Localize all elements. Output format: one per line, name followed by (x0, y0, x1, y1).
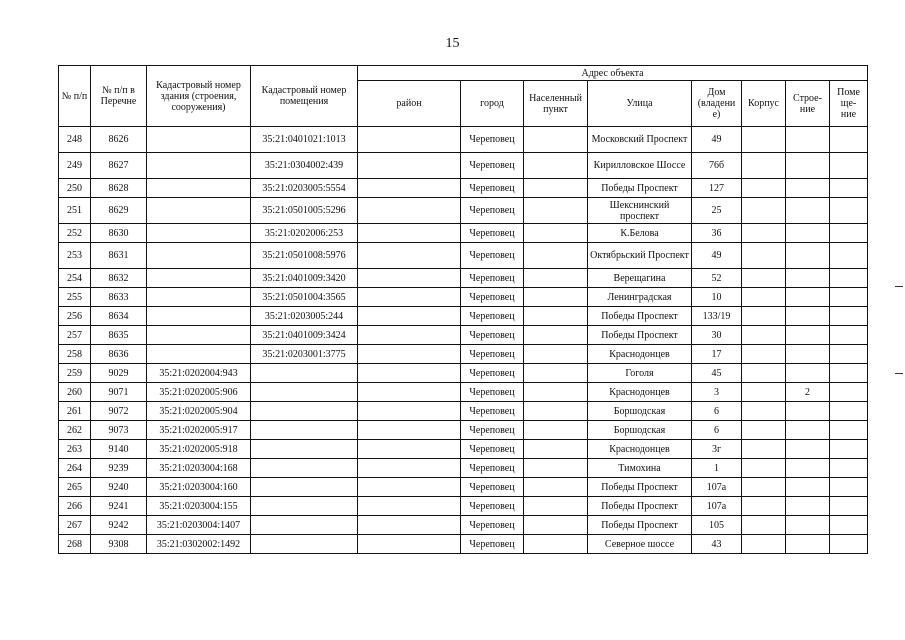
cell-room-cadastral: 35:21:0501004:3565 (251, 288, 358, 307)
cell-korpus (742, 383, 786, 402)
cell-list-num: 9072 (91, 402, 147, 421)
cell-building-cadastral (147, 179, 251, 198)
cell-district (358, 127, 461, 153)
cell-district (358, 345, 461, 364)
cell-city: Череповец (461, 421, 524, 440)
cell-building-cadastral (147, 307, 251, 326)
cell-pomeshchenie (830, 243, 868, 269)
cell-list-num: 9029 (91, 364, 147, 383)
header-pomeshchenie: Поме ще- ние (830, 81, 868, 127)
cell-settlement (524, 478, 588, 497)
cell-house: 49 (692, 127, 742, 153)
cell-stroenie (786, 535, 830, 554)
cell-house: 107а (692, 497, 742, 516)
cell-list-num: 8632 (91, 269, 147, 288)
cell-list-num: 8627 (91, 153, 147, 179)
cell-building-cadastral: 35:21:0203004:168 (147, 459, 251, 478)
cell-house: 133/19 (692, 307, 742, 326)
cell-stroenie (786, 224, 830, 243)
cell-num: 265 (59, 478, 91, 497)
cell-building-cadastral (147, 153, 251, 179)
table-row (59, 345, 868, 364)
cell-list-num: 9239 (91, 459, 147, 478)
cell-stroenie (786, 179, 830, 198)
cell-city: Череповец (461, 288, 524, 307)
cell-house: 49 (692, 243, 742, 269)
cell-settlement (524, 497, 588, 516)
header-stroenie: Строе- ние (786, 81, 830, 127)
cell-street: Победы Проспект (588, 516, 692, 535)
cell-korpus (742, 243, 786, 269)
cell-list-num: 9241 (91, 497, 147, 516)
cell-settlement (524, 179, 588, 198)
table-row (59, 421, 868, 440)
cell-room-cadastral: 35:21:0203001:3775 (251, 345, 358, 364)
cell-num: 254 (59, 269, 91, 288)
cell-korpus (742, 440, 786, 459)
cell-list-num: 9242 (91, 516, 147, 535)
cell-korpus (742, 364, 786, 383)
cell-stroenie (786, 516, 830, 535)
cell-korpus (742, 478, 786, 497)
cell-district (358, 421, 461, 440)
cell-settlement (524, 535, 588, 554)
header-list-num: № п/п в Перечне (91, 66, 147, 127)
cell-building-cadastral (147, 326, 251, 345)
cell-korpus (742, 307, 786, 326)
cell-korpus (742, 288, 786, 307)
cell-house: 6 (692, 402, 742, 421)
cell-stroenie (786, 153, 830, 179)
cell-street: Верещагина (588, 269, 692, 288)
table-row (59, 402, 868, 421)
header-address: Адрес объекта (358, 66, 868, 81)
cell-settlement (524, 383, 588, 402)
cell-street: Шекснинский проспект (588, 198, 692, 224)
header-korpus: Корпус (742, 81, 786, 127)
cell-stroenie (786, 345, 830, 364)
cell-settlement (524, 364, 588, 383)
cell-house: 36 (692, 224, 742, 243)
cell-num: 256 (59, 307, 91, 326)
header-settlement: Населенный пункт (524, 81, 588, 127)
header-street: Улица (588, 81, 692, 127)
cell-stroenie (786, 269, 830, 288)
cell-street: Боршодская (588, 421, 692, 440)
header-city: город (461, 81, 524, 127)
cell-korpus (742, 402, 786, 421)
cell-street: Победы Проспект (588, 326, 692, 345)
table-row (59, 516, 868, 535)
cell-house: 3г (692, 440, 742, 459)
cell-stroenie (786, 402, 830, 421)
cell-room-cadastral (251, 516, 358, 535)
cell-list-num: 9071 (91, 383, 147, 402)
cell-korpus (742, 127, 786, 153)
table-row (59, 243, 868, 269)
cell-list-num: 8635 (91, 326, 147, 345)
cell-building-cadastral: 35:21:0202005:918 (147, 440, 251, 459)
cell-district (358, 402, 461, 421)
cell-city: Череповец (461, 179, 524, 198)
cell-num: 255 (59, 288, 91, 307)
cell-room-cadastral: 35:21:0401009:3420 (251, 269, 358, 288)
cell-num: 249 (59, 153, 91, 179)
cell-building-cadastral: 35:21:0202004:943 (147, 364, 251, 383)
cell-city: Череповец (461, 345, 524, 364)
cell-room-cadastral: 35:21:0401009:3424 (251, 326, 358, 345)
cell-city: Череповец (461, 198, 524, 224)
cell-district (358, 383, 461, 402)
cell-pomeshchenie (830, 535, 868, 554)
cell-building-cadastral (147, 127, 251, 153)
cell-korpus (742, 269, 786, 288)
cell-room-cadastral (251, 402, 358, 421)
cell-stroenie (786, 440, 830, 459)
cell-building-cadastral: 35:21:0202005:906 (147, 383, 251, 402)
cell-settlement (524, 224, 588, 243)
header-num: № п/п (59, 66, 91, 127)
cell-district (358, 288, 461, 307)
cell-korpus (742, 198, 786, 224)
cell-house: 45 (692, 364, 742, 383)
cell-house: 43 (692, 535, 742, 554)
cell-house: 30 (692, 326, 742, 345)
cell-stroenie (786, 326, 830, 345)
cell-city: Череповец (461, 497, 524, 516)
cell-pomeshchenie (830, 440, 868, 459)
cell-building-cadastral (147, 243, 251, 269)
table-row (59, 153, 868, 179)
cell-street: Ленинградская (588, 288, 692, 307)
cell-pomeshchenie (830, 516, 868, 535)
cell-city: Череповец (461, 459, 524, 478)
cell-room-cadastral (251, 459, 358, 478)
table-body (59, 127, 868, 554)
cell-num: 253 (59, 243, 91, 269)
cell-num: 262 (59, 421, 91, 440)
cell-house: 127 (692, 179, 742, 198)
cell-room-cadastral (251, 535, 358, 554)
cell-building-cadastral: 35:21:0202005:904 (147, 402, 251, 421)
cell-street: Московский Проспект (588, 127, 692, 153)
header-district: район (358, 81, 461, 127)
cell-district (358, 269, 461, 288)
cell-room-cadastral: 35:21:0304002:439 (251, 153, 358, 179)
cell-list-num: 9140 (91, 440, 147, 459)
cell-pomeshchenie (830, 345, 868, 364)
cell-street: Победы Проспект (588, 179, 692, 198)
cell-street: Боршодская (588, 402, 692, 421)
cell-list-num: 9308 (91, 535, 147, 554)
cell-settlement (524, 153, 588, 179)
cell-building-cadastral: 35:21:0302002:1492 (147, 535, 251, 554)
cell-room-cadastral (251, 383, 358, 402)
cell-city: Череповец (461, 224, 524, 243)
cell-num: 251 (59, 198, 91, 224)
cell-num: 263 (59, 440, 91, 459)
cell-pomeshchenie (830, 269, 868, 288)
cell-stroenie: 2 (786, 383, 830, 402)
cell-street: Победы Проспект (588, 478, 692, 497)
cell-street: Гоголя (588, 364, 692, 383)
cell-building-cadastral: 35:21:0203004:1407 (147, 516, 251, 535)
cell-district (358, 364, 461, 383)
property-table (58, 65, 868, 554)
cell-list-num: 8631 (91, 243, 147, 269)
cell-stroenie (786, 364, 830, 383)
cell-house: 105 (692, 516, 742, 535)
cell-street: Краснодонцев (588, 440, 692, 459)
cell-city: Череповец (461, 269, 524, 288)
cell-num: 259 (59, 364, 91, 383)
cell-city: Череповец (461, 535, 524, 554)
cell-room-cadastral: 35:21:0203005:244 (251, 307, 358, 326)
cell-pomeshchenie (830, 402, 868, 421)
header-house: Дом (владени е) (692, 81, 742, 127)
cell-building-cadastral (147, 269, 251, 288)
cell-stroenie (786, 478, 830, 497)
cell-house: 10 (692, 288, 742, 307)
cell-city: Череповец (461, 440, 524, 459)
cell-pomeshchenie (830, 127, 868, 153)
cell-building-cadastral: 35:21:0203004:155 (147, 497, 251, 516)
cell-room-cadastral (251, 497, 358, 516)
cell-room-cadastral: 35:21:0203005:5554 (251, 179, 358, 198)
cell-korpus (742, 459, 786, 478)
cell-pomeshchenie (830, 288, 868, 307)
cell-street: Северное шоссе (588, 535, 692, 554)
cell-num: 248 (59, 127, 91, 153)
cell-district (358, 326, 461, 345)
cell-stroenie (786, 459, 830, 478)
cell-stroenie (786, 243, 830, 269)
cell-stroenie (786, 497, 830, 516)
table-row (59, 364, 868, 383)
table-row (59, 198, 868, 224)
cell-korpus (742, 153, 786, 179)
cell-korpus (742, 179, 786, 198)
cell-street: Октябрьский Проспект (588, 243, 692, 269)
cell-pomeshchenie (830, 364, 868, 383)
table-row (59, 127, 868, 153)
cell-korpus (742, 535, 786, 554)
cell-room-cadastral (251, 478, 358, 497)
cell-district (358, 535, 461, 554)
cell-district (358, 459, 461, 478)
cell-pomeshchenie (830, 459, 868, 478)
cell-stroenie (786, 421, 830, 440)
table-row (59, 224, 868, 243)
cell-district (358, 497, 461, 516)
table-row (59, 307, 868, 326)
cell-list-num: 9073 (91, 421, 147, 440)
cell-num: 250 (59, 179, 91, 198)
cell-settlement (524, 516, 588, 535)
cell-korpus (742, 516, 786, 535)
cell-pomeshchenie (830, 383, 868, 402)
margin-mark (895, 373, 903, 374)
table-row (59, 440, 868, 459)
cell-district (358, 440, 461, 459)
cell-settlement (524, 326, 588, 345)
cell-city: Череповец (461, 516, 524, 535)
cell-building-cadastral: 35:21:0203004:160 (147, 478, 251, 497)
cell-room-cadastral: 35:21:0501005:5296 (251, 198, 358, 224)
cell-pomeshchenie (830, 153, 868, 179)
cell-street: Краснодонцев (588, 345, 692, 364)
cell-city: Череповец (461, 402, 524, 421)
cell-num: 257 (59, 326, 91, 345)
cell-list-num: 8628 (91, 179, 147, 198)
cell-city: Череповец (461, 243, 524, 269)
cell-street: Тимохина (588, 459, 692, 478)
cell-building-cadastral (147, 345, 251, 364)
cell-num: 261 (59, 402, 91, 421)
cell-room-cadastral (251, 421, 358, 440)
header-room-cadastral: Кадастровый номер помещения (251, 66, 358, 127)
cell-list-num: 8630 (91, 224, 147, 243)
cell-list-num: 8626 (91, 127, 147, 153)
cell-pomeshchenie (830, 326, 868, 345)
cell-list-num: 9240 (91, 478, 147, 497)
cell-district (358, 224, 461, 243)
cell-num: 267 (59, 516, 91, 535)
cell-house: 52 (692, 269, 742, 288)
cell-building-cadastral (147, 198, 251, 224)
page-number: 15 (445, 36, 460, 51)
cell-pomeshchenie (830, 307, 868, 326)
cell-street: Победы Проспект (588, 497, 692, 516)
cell-district (358, 307, 461, 326)
table-row (59, 497, 868, 516)
cell-korpus (742, 345, 786, 364)
cell-num: 266 (59, 497, 91, 516)
cell-room-cadastral: 35:21:0501008:5976 (251, 243, 358, 269)
cell-settlement (524, 269, 588, 288)
cell-district (358, 153, 461, 179)
cell-city: Череповец (461, 478, 524, 497)
cell-street: Краснодонцев (588, 383, 692, 402)
cell-settlement (524, 198, 588, 224)
cell-district (358, 179, 461, 198)
cell-building-cadastral: 35:21:0202005:917 (147, 421, 251, 440)
cell-room-cadastral: 35:21:0401021:1013 (251, 127, 358, 153)
cell-settlement (524, 459, 588, 478)
cell-num: 252 (59, 224, 91, 243)
cell-stroenie (786, 307, 830, 326)
cell-room-cadastral (251, 440, 358, 459)
cell-city: Череповец (461, 364, 524, 383)
cell-house: 25 (692, 198, 742, 224)
cell-pomeshchenie (830, 224, 868, 243)
cell-house: 107а (692, 478, 742, 497)
cell-num: 264 (59, 459, 91, 478)
cell-room-cadastral: 35:21:0202006:253 (251, 224, 358, 243)
cell-settlement (524, 243, 588, 269)
cell-settlement (524, 345, 588, 364)
header-building-cadastral: Кадастровый номер здания (строения, сооружения) (147, 66, 251, 127)
cell-korpus (742, 421, 786, 440)
cell-house: 3 (692, 383, 742, 402)
cell-list-num: 8633 (91, 288, 147, 307)
cell-korpus (742, 224, 786, 243)
table-row (59, 326, 868, 345)
table-row (59, 269, 868, 288)
cell-street: К.Белова (588, 224, 692, 243)
cell-street: Победы Проспект (588, 307, 692, 326)
cell-house: 17 (692, 345, 742, 364)
cell-stroenie (786, 198, 830, 224)
cell-num: 258 (59, 345, 91, 364)
cell-settlement (524, 288, 588, 307)
cell-house: 6 (692, 421, 742, 440)
cell-building-cadastral (147, 288, 251, 307)
cell-city: Череповец (461, 127, 524, 153)
cell-pomeshchenie (830, 497, 868, 516)
table-row (59, 383, 868, 402)
cell-list-num: 8629 (91, 198, 147, 224)
table-header (59, 66, 868, 127)
cell-city: Череповец (461, 153, 524, 179)
cell-settlement (524, 440, 588, 459)
cell-pomeshchenie (830, 478, 868, 497)
cell-city: Череповец (461, 383, 524, 402)
table-row (59, 535, 868, 554)
table-row (59, 478, 868, 497)
cell-stroenie (786, 288, 830, 307)
cell-street: Кирилловское Шоссе (588, 153, 692, 179)
cell-settlement (524, 421, 588, 440)
table-row (59, 179, 868, 198)
cell-district (358, 243, 461, 269)
cell-korpus (742, 326, 786, 345)
cell-list-num: 8634 (91, 307, 147, 326)
cell-district (358, 516, 461, 535)
cell-building-cadastral (147, 224, 251, 243)
cell-settlement (524, 127, 588, 153)
cell-settlement (524, 402, 588, 421)
cell-city: Череповец (461, 326, 524, 345)
cell-korpus (742, 497, 786, 516)
cell-list-num: 8636 (91, 345, 147, 364)
cell-pomeshchenie (830, 179, 868, 198)
table-row (59, 288, 868, 307)
cell-room-cadastral (251, 364, 358, 383)
cell-stroenie (786, 127, 830, 153)
cell-settlement (524, 307, 588, 326)
cell-house: 76б (692, 153, 742, 179)
cell-pomeshchenie (830, 198, 868, 224)
cell-city: Череповец (461, 307, 524, 326)
table-row (59, 459, 868, 478)
cell-num: 268 (59, 535, 91, 554)
cell-district (358, 478, 461, 497)
margin-mark (895, 286, 903, 287)
cell-district (358, 198, 461, 224)
cell-num: 260 (59, 383, 91, 402)
cell-house: 1 (692, 459, 742, 478)
cell-pomeshchenie (830, 421, 868, 440)
